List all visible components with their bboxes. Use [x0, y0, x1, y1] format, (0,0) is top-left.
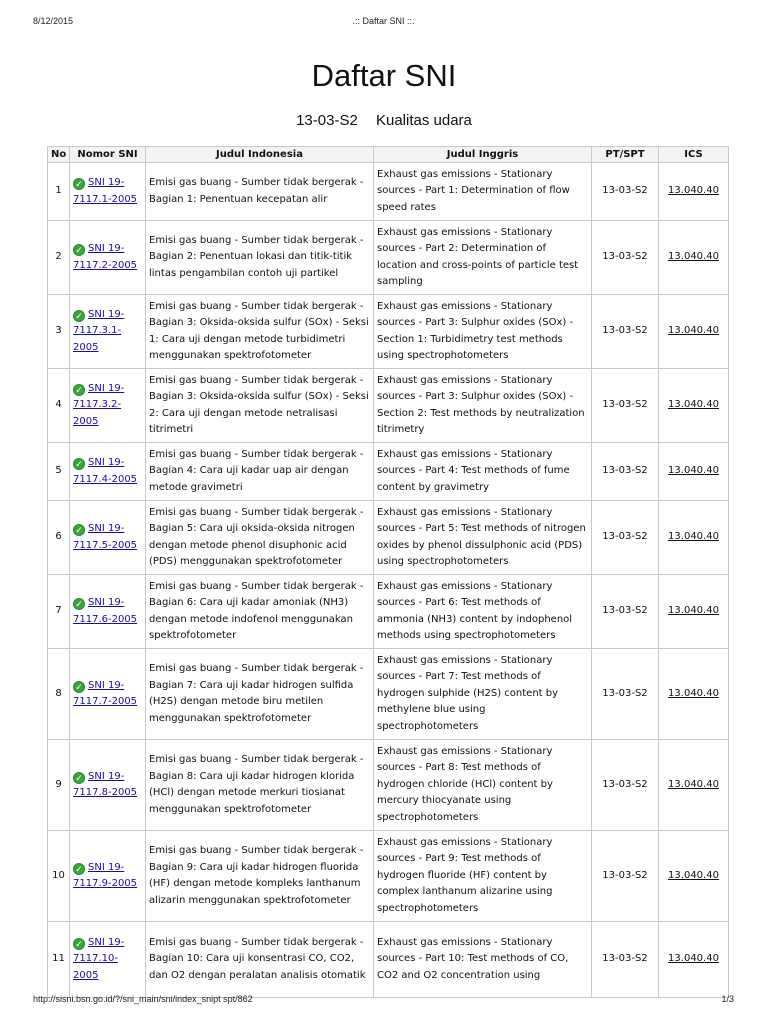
check-icon — [73, 681, 85, 693]
row-pt-spt: 13-03-S2 — [592, 163, 659, 221]
subtitle-code: 13-03-S2 — [296, 112, 358, 129]
row-no: 4 — [48, 369, 70, 443]
table-row — [48, 443, 729, 501]
row-judul-indonesia: Emisi gas buang - Sumber tidak bergerak - Bagian 1: Penentuan kecepatan alir — [146, 163, 374, 221]
header-judul-indonesia: Judul Indonesia — [146, 147, 374, 163]
page-title: Daftar SNI — [311, 58, 457, 93]
row-no: 3 — [48, 295, 70, 369]
print-page-title: .:: Daftar SNI ::. — [352, 16, 415, 26]
row-nomor-cell — [70, 369, 146, 443]
sni-link[interactable]: SNI 19-7117.2-2005 — [73, 243, 138, 271]
ics-link[interactable]: 13.040.40 — [668, 399, 719, 411]
header-nomor-sni: Nomor SNI — [70, 147, 146, 163]
print-date: 8/12/2015 — [33, 16, 74, 26]
row-judul-indonesia: Emisi gas buang - Sumber tidak bergerak - Bagian 4: Cara uji kadar uap air dengan metode gravimetri — [146, 443, 374, 501]
header-judul-inggris: Judul Inggris — [374, 147, 592, 163]
sni-link[interactable]: SNI 19-7117.4-2005 — [73, 457, 138, 485]
row-judul-inggris: Exhaust gas emissions - Stationary sources - Part 10: Test methods of CO, CO2 and O2 concentration using — [374, 922, 592, 998]
table-row — [48, 831, 729, 922]
page-number: 1/3 — [721, 994, 734, 1004]
check-icon — [73, 178, 85, 190]
row-judul-inggris: Exhaust gas emissions - Stationary sources - Part 4: Test methods of fume content by gravimetry — [374, 443, 592, 501]
table-row — [48, 575, 729, 649]
row-no: 9 — [48, 740, 70, 831]
table-row — [48, 649, 729, 740]
row-no: 8 — [48, 649, 70, 740]
row-no: 11 — [48, 922, 70, 998]
row-judul-indonesia: Emisi gas buang - Sumber tidak bergerak - Bagian 6: Cara uji kadar amoniak (NH3) dengan metode indofenol menggunakan spektrofotometer — [146, 575, 374, 649]
table-row — [48, 163, 729, 221]
row-judul-inggris: Exhaust gas emissions - Stationary sources - Part 7: Test methods of hydrogen sulphide (H2S) content by methylene blue using spectrophotometers — [374, 649, 592, 740]
row-no: 2 — [48, 221, 70, 295]
print-footer — [33, 994, 734, 1008]
sni-link[interactable]: SNI 19-7117.7-2005 — [73, 679, 138, 707]
row-ics-cell — [659, 443, 729, 501]
row-judul-inggris: Exhaust gas emissions - Stationary sources - Part 5: Test methods of nitrogen oxides by phenol dissulphonic acid (PDS) using spectrophotometers — [374, 501, 592, 575]
sni-link[interactable]: SNI 19-7117.5-2005 — [73, 523, 138, 551]
check-icon — [73, 310, 85, 322]
row-ics-cell — [659, 369, 729, 443]
check-icon — [73, 524, 85, 536]
row-judul-indonesia: Emisi gas buang - Sumber tidak bergerak - Bagian 2: Penentuan lokasi dan titik-titik lintas pengambilan contoh uji partikel — [146, 221, 374, 295]
sni-link[interactable]: SNI 19-7117.9-2005 — [73, 861, 138, 889]
table-row — [48, 295, 729, 369]
sni-link[interactable]: SNI 19-7117.8-2005 — [73, 770, 138, 798]
row-pt-spt: 13-03-S2 — [592, 501, 659, 575]
row-no: 5 — [48, 443, 70, 501]
check-icon — [73, 598, 85, 610]
check-icon — [73, 863, 85, 875]
row-ics-cell — [659, 295, 729, 369]
row-ics-cell — [659, 831, 729, 922]
sni-link[interactable]: SNI 19-7117.1-2005 — [73, 177, 138, 205]
row-judul-inggris: Exhaust gas emissions - Stationary sources - Part 6: Test methods of ammonia (NH3) content by indophenol methods using spectrophotometers — [374, 575, 592, 649]
ics-link[interactable]: 13.040.40 — [668, 325, 719, 337]
row-nomor-cell — [70, 922, 146, 998]
sni-link[interactable]: SNI 19-7117.3.1-2005 — [73, 308, 125, 353]
table-row — [48, 922, 729, 998]
row-nomor-cell — [70, 740, 146, 831]
subtitle-name: Kualitas udara — [375, 112, 472, 129]
row-no: 1 — [48, 163, 70, 221]
ics-link[interactable]: 13.040.40 — [668, 778, 719, 790]
check-icon — [73, 458, 85, 470]
row-no: 6 — [48, 501, 70, 575]
row-nomor-cell — [70, 221, 146, 295]
row-judul-inggris: Exhaust gas emissions - Stationary sources - Part 3: Sulphur oxides (SOx) - Section 2: Test methods by neutralization titrimetry — [374, 369, 592, 443]
print-url: http://sisni.bsn.go.id/?/sni_main/sni/index_snipt spt/862 — [33, 994, 253, 1004]
table-header-row — [48, 147, 729, 163]
row-judul-indonesia: Emisi gas buang - Sumber tidak bergerak - Bagian 3: Oksida-oksida sulfur (SOx) - Seksi 2: Cara uji dengan metode netralisasi titrimetri — [146, 369, 374, 443]
row-judul-indonesia: Emisi gas buang - Sumber tidak bergerak - Bagian 10: Cara uji konsentrasi CO, CO2, dan O2 dengan peralatan analisis otomatik — [146, 922, 374, 998]
row-judul-inggris: Exhaust gas emissions - Stationary sources - Part 3: Sulphur oxides (SOx) - Section 1: Turbidimetry test methods using spectrophotometers — [374, 295, 592, 369]
row-judul-inggris: Exhaust gas emissions - Stationary sources - Part 1: Determination of flow speed rates — [374, 163, 592, 221]
header-ics: ICS — [659, 147, 729, 163]
ics-link[interactable]: 13.040.40 — [668, 953, 719, 965]
row-nomor-cell — [70, 649, 146, 740]
row-ics-cell — [659, 922, 729, 998]
row-ics-cell — [659, 501, 729, 575]
row-judul-indonesia: Emisi gas buang - Sumber tidak bergerak - Bagian 7: Cara uji kadar hidrogen sulfida (H2S) dengan metode biru metilen menggunakan spektrofotometer — [146, 649, 374, 740]
table-row — [48, 369, 729, 443]
ics-link[interactable]: 13.040.40 — [668, 869, 719, 881]
check-icon — [73, 938, 85, 950]
row-pt-spt: 13-03-S2 — [592, 922, 659, 998]
row-pt-spt: 13-03-S2 — [592, 443, 659, 501]
row-nomor-cell — [70, 575, 146, 649]
subtitle — [0, 112, 768, 129]
row-judul-inggris: Exhaust gas emissions - Stationary sources - Part 8: Test methods of hydrogen chloride (HCl) content by mercury thiocyanate using spectrophotometers — [374, 740, 592, 831]
row-ics-cell — [659, 649, 729, 740]
row-nomor-cell — [70, 295, 146, 369]
row-judul-indonesia: Emisi gas buang - Sumber tidak bergerak - Bagian 5: Cara uji oksida-oksida nitrogen dengan metode phenol disuphonic acid (PDS) menggunakan spektrofotometer — [146, 501, 374, 575]
ics-link[interactable]: 13.040.40 — [668, 251, 719, 263]
sni-link[interactable]: SNI 19-7117.10-2005 — [73, 936, 125, 981]
ics-link[interactable]: 13.040.40 — [668, 465, 719, 477]
row-judul-indonesia: Emisi gas buang - Sumber tidak bergerak - Bagian 3: Oksida-oksida sulfur (SOx) - Seksi 1: Cara uji dengan metode turbidimetri menggunakan spektrofotometer — [146, 295, 374, 369]
row-nomor-cell — [70, 831, 146, 922]
row-pt-spt: 13-03-S2 — [592, 831, 659, 922]
row-ics-cell — [659, 221, 729, 295]
row-judul-inggris: Exhaust gas emissions - Stationary sources - Part 2: Determination of location and cross-points of particle test sampling — [374, 221, 592, 295]
sni-link[interactable]: SNI 19-7117.3.2-2005 — [73, 382, 125, 427]
ics-link[interactable]: 13.040.40 — [668, 687, 719, 699]
row-pt-spt: 13-03-S2 — [592, 295, 659, 369]
row-no: 7 — [48, 575, 70, 649]
table-row — [48, 740, 729, 831]
table-row — [48, 501, 729, 575]
row-pt-spt: 13-03-S2 — [592, 575, 659, 649]
ics-link[interactable]: 13.040.40 — [668, 605, 719, 617]
check-icon — [73, 244, 85, 256]
row-judul-inggris: Exhaust gas emissions - Stationary sources - Part 9: Test methods of hydrogen fluoride (HF) content by complex lanthanum alizarine using spectrophotometers — [374, 831, 592, 922]
sni-table — [47, 146, 729, 998]
row-ics-cell — [659, 575, 729, 649]
print-header — [33, 16, 734, 30]
row-ics-cell — [659, 163, 729, 221]
ics-link[interactable]: 13.040.40 — [668, 185, 719, 197]
row-pt-spt: 13-03-S2 — [592, 740, 659, 831]
row-nomor-cell — [70, 163, 146, 221]
table-row — [48, 221, 729, 295]
row-no: 10 — [48, 831, 70, 922]
row-judul-indonesia: Emisi gas buang - Sumber tidak bergerak - Bagian 9: Cara uji kadar hidrogen fluorida (HF) dengan metode kompleks lanthanum alizarin menggunakan spektrofotometer — [146, 831, 374, 922]
row-ics-cell — [659, 740, 729, 831]
row-pt-spt: 13-03-S2 — [592, 221, 659, 295]
header-pt-spt: PT/SPT — [592, 147, 659, 163]
row-nomor-cell — [70, 443, 146, 501]
sni-link[interactable]: SNI 19-7117.6-2005 — [73, 597, 138, 625]
row-judul-indonesia: Emisi gas buang - Sumber tidak bergerak - Bagian 8: Cara uji kadar hidrogen klorida (HCl) dengan metode merkuri tiosianat menggunakan spektrofotometer — [146, 740, 374, 831]
ics-link[interactable]: 13.040.40 — [668, 531, 719, 543]
row-nomor-cell — [70, 501, 146, 575]
row-pt-spt: 13-03-S2 — [592, 369, 659, 443]
check-icon — [73, 772, 85, 784]
check-icon — [73, 384, 85, 396]
row-pt-spt: 13-03-S2 — [592, 649, 659, 740]
header-no: No — [48, 147, 70, 163]
